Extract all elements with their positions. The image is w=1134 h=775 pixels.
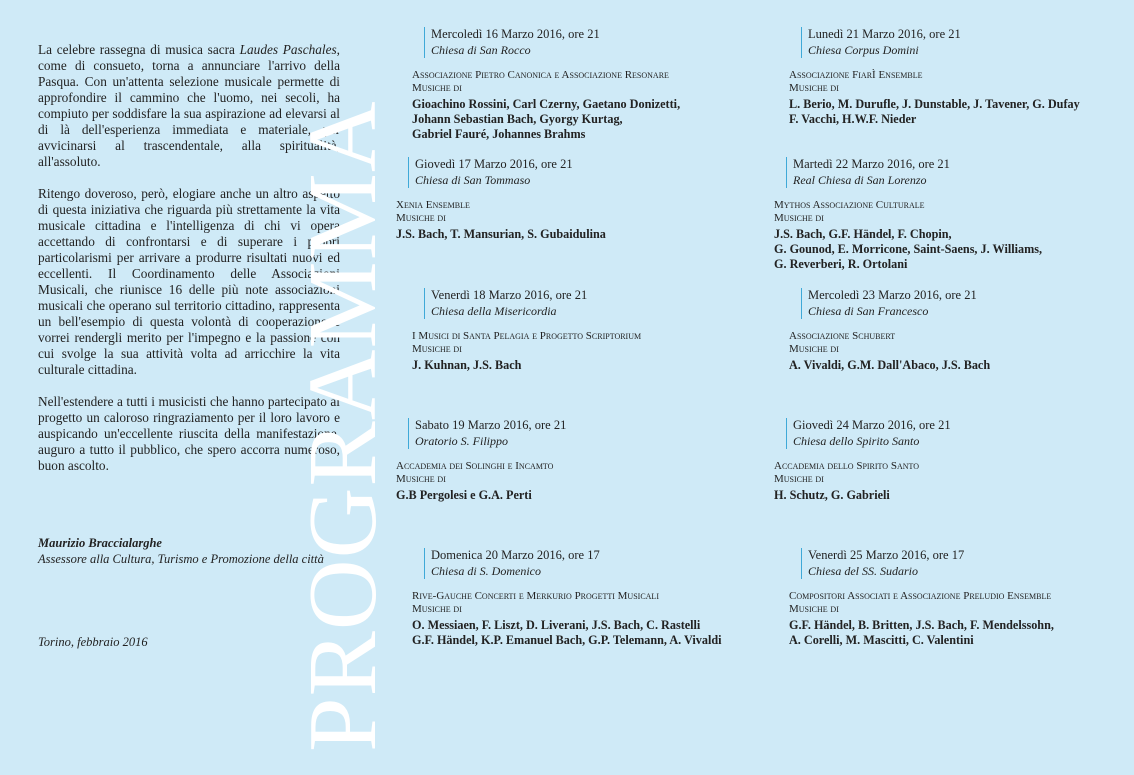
event-association: Mythos Associazione Culturale [774, 199, 925, 211]
event-association: Accademia dello Spirito Santo [774, 460, 920, 472]
place-date: Torino, febbraio 2016 [38, 635, 148, 649]
event-date: Venerdì 25 Marzo 2016, ore 17 [808, 548, 965, 562]
event-association: Compositori Associati e Associazione Preludio Ensemble [789, 590, 1052, 602]
event-6 [789, 288, 1129, 373]
event-association: Accademia dei Solinghi e Incamto [396, 460, 554, 472]
intro-paragraph-1: La celebre rassegna di musica sacra Laudes Paschales, come di consueto, torna a annunciare l'arrivo della Pasqua. Con un'attenta selezione musicale permette di approfondire il cammino che l'uomo, nei secoli, ha compiuto per soddisfare la sua aspirazione ad elevarsi al di là dell'esperienza immediata e materiale, per avvicinarsi al trascendentale, alla spiritualità, all'assoluto. [38, 42, 340, 169]
event-church: Chiesa di San Rocco [431, 43, 531, 57]
event-composers: L. Berio, M. Durufle, J. Dunstable, J. Tavener, G. Dufay F. Vacchi, H.W.F. Nieder [789, 97, 1080, 126]
event-composers: Gioachino Rossini, Carl Czerny, Gaetano Donizetti, Johann Sebastian Bach, Gyorgy Kurtag, Gabriel Fauré, Johannes Brahms [412, 97, 681, 141]
event-date: Martedì 22 Marzo 2016, ore 21 [793, 157, 950, 171]
event-association: Rive-Gauche Concerti e Merkurio Progetti Musicali [412, 590, 659, 602]
event-2 [789, 27, 1129, 127]
event-5 [412, 288, 752, 373]
event-association: Associazione Schubert [789, 330, 896, 342]
event-association: Xenia Ensemble [396, 199, 470, 211]
event-music-label: Musiche di [789, 603, 839, 615]
event-music-label: Musiche di [774, 212, 824, 224]
event-date: Lunedì 21 Marzo 2016, ore 21 [808, 27, 961, 41]
event-composers: J.S. Bach, T. Mansurian, S. Gubaidulina [396, 227, 606, 241]
signature-name: Maurizio Braccialarghe [38, 536, 162, 550]
signature-role: Assessore alla Cultura, Turismo e Promozione della città [38, 552, 324, 566]
event-church: Chiesa di San Tommaso [415, 173, 531, 187]
event-church: Chiesa di S. Domenico [431, 564, 541, 578]
intro-paragraph-3: Nell'estendere a tutti i musicisti che hanno partecipato al progetto un caloroso ringraziamento per il loro lavoro e auspicando un'eccellente riuscita della manifestazione, auguro a tutto il pubblico, che spero accorra numeroso, buon ascolto. [38, 394, 340, 473]
event-music-label: Musiche di [789, 82, 839, 94]
event-association: Associazione Pietro Canonica e Associazione Resonare [412, 69, 669, 81]
event-music-label: Musiche di [774, 473, 824, 485]
event-10 [789, 548, 1129, 648]
event-church: Chiesa della Misericordia [431, 304, 557, 318]
event-composers: G.F. Händel, B. Britten, J.S. Bach, F. Mendelssohn, A. Corelli, M. Mascitti, C. Valentini [789, 618, 1054, 647]
intro-paragraph-2: Ritengo doveroso, però, elogiare anche un altro aspetto di questa iniziativa che riguarda più strettamente la vita musicale cittadina e l'intelligenza di chi vi opera accettando di confrontarsi e di superare i propri particolarismi per arrivare a produrre risultati nuovi ed eccellenti. Il Coordinamento delle Associazioni Musicali, che riunisce 16 delle più note associazioni musicali che operano sul territorio cittadino, rappresenta un bell'esempio di questa volontà di cooperazione e vorrei rendergli merito per l'impegno e la passione con cui svolge la sua attività volta ad arricchire la vita culturale cittadina. [38, 186, 340, 377]
event-music-label: Musiche di [412, 603, 462, 615]
event-composers: O. Messiaen, F. Liszt, D. Liverani, J.S. Bach, C. Rastelli G.F. Händel, K.P. Emanuel Bach, G.P. Telemann, A. Vivaldi [412, 618, 722, 647]
event-church: Chiesa di San Francesco [808, 304, 929, 318]
event-composers: H. Schutz, G. Gabrieli [774, 488, 890, 502]
event-music-label: Musiche di [412, 82, 462, 94]
event-association: I Musici di Santa Pelagia e Progetto Scriptorium [412, 330, 642, 342]
event-3 [396, 157, 736, 242]
event-date: Mercoledì 16 Marzo 2016, ore 21 [431, 27, 600, 41]
event-4 [774, 157, 1114, 272]
event-music-label: Musiche di [396, 212, 446, 224]
event-1 [412, 27, 752, 142]
event-composers: J. Kuhnan, J.S. Bach [412, 358, 522, 372]
event-church: Chiesa dello Spirito Santo [793, 434, 920, 448]
event-8 [774, 418, 1114, 503]
event-church: Oratorio S. Filippo [415, 434, 509, 448]
festival-title: Laudes Paschales [239, 42, 337, 57]
event-music-label: Musiche di [412, 343, 462, 355]
event-composers: A. Vivaldi, G.M. Dall'Abaco, J.S. Bach [789, 358, 991, 372]
event-date: Giovedì 17 Marzo 2016, ore 21 [415, 157, 573, 171]
event-date: Domenica 20 Marzo 2016, ore 17 [431, 548, 600, 562]
event-date: Giovedì 24 Marzo 2016, ore 21 [793, 418, 951, 432]
event-composers: J.S. Bach, G.F. Händel, F. Chopin, G. Gounod, E. Morricone, Saint-Saens, J. Williams, G. Reverberi, R. Ortolani [774, 227, 1043, 271]
event-7 [396, 418, 736, 503]
event-date: Venerdì 18 Marzo 2016, ore 21 [431, 288, 588, 302]
event-9 [412, 548, 752, 648]
event-church: Chiesa Corpus Domini [808, 43, 919, 57]
event-date: Mercoledì 23 Marzo 2016, ore 21 [808, 288, 977, 302]
event-church: Real Chiesa di San Lorenzo [793, 173, 927, 187]
event-date: Sabato 19 Marzo 2016, ore 21 [415, 418, 567, 432]
event-church: Chiesa del SS. Sudario [808, 564, 918, 578]
event-association: Associazione FiarÌ Ensemble [789, 69, 923, 81]
event-music-label: Musiche di [396, 473, 446, 485]
vertical-programma-title: PROGRAMMA [289, 100, 397, 752]
event-composers: G.B Pergolesi e G.A. Perti [396, 488, 532, 502]
event-music-label: Musiche di [789, 343, 839, 355]
